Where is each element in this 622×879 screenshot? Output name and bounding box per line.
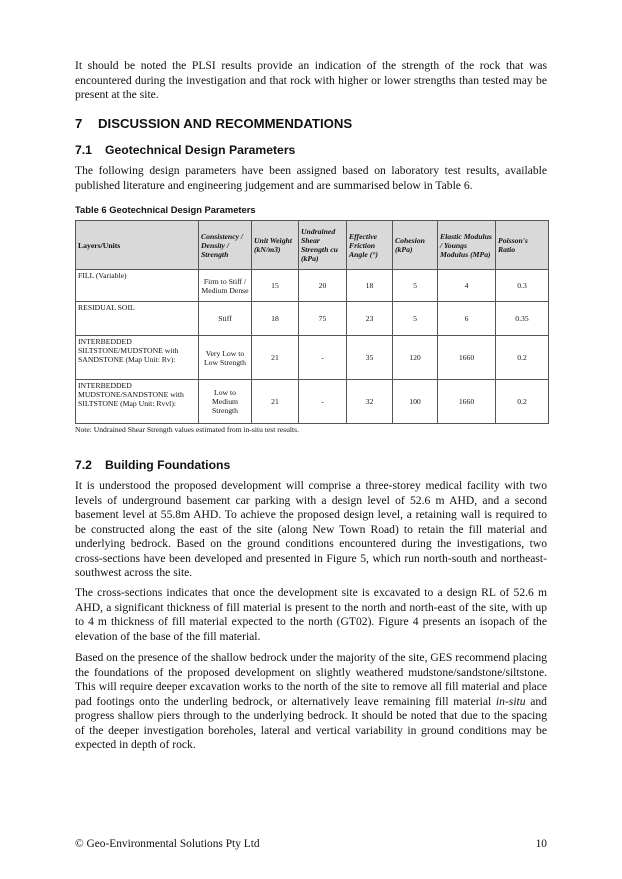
paragraph-3-text-start: Based on the presence of the shallow bedrock under the majority of the site, GES recommend placing the foundations of the proposed development on slightly weathered mudstone/sandstone/siltstone. This will require deeper excavation works to the north of the site to remove all fill material and place pad footings onto the underling bedrock, or alternatively leave remaining fill material [75, 651, 547, 708]
header-poissons-ratio: Poisson's Ratio [496, 221, 549, 270]
intro-paragraph: It should be noted the PLSI results provide an indication of the strength of the rock that was encountered during the investigation and that rock with higher or lower strengths than tested may be present at the site. [75, 59, 547, 101]
consistency-cell: Low to Medium Strength [199, 380, 252, 424]
poisson-cell: 0.3 [496, 270, 549, 302]
section-7-1-heading [75, 143, 295, 157]
section-7-2-paragraph-2: The cross-sections indicates that once the development site is excavated to a design RL of 52.6 m AHD, a significant thickness of fill material is present to the north and north-east of the site, with up to 4 m thickness of fill material expected to the north (GT02). Figure 4 presents an isopach of the elevation of the base of the fill material. [75, 586, 547, 643]
cohesion-cell: 120 [393, 336, 438, 380]
table-row [76, 302, 549, 336]
undrained-cell: - [299, 380, 347, 424]
friction-cell: 35 [347, 336, 393, 380]
header-consistency: Consistency / Density / Strength [199, 221, 252, 270]
section-7-2-paragraph-3 [75, 651, 547, 753]
undrained-cell: 75 [299, 302, 347, 336]
poisson-cell: 0.35 [496, 302, 549, 336]
unit-weight-cell: 21 [252, 380, 299, 424]
elastic-cell: 1660 [438, 380, 496, 424]
table-row [76, 380, 549, 424]
header-cohesion: Cohesion (kPa) [393, 221, 438, 270]
unit-weight-cell: 15 [252, 270, 299, 302]
cohesion-cell: 5 [393, 302, 438, 336]
table-note: Note: Undrained Shear Strength values estimated from in-situ test results. [75, 425, 299, 434]
header-undrained-shear-strength: Undrained Shear Strength cu (kPa) [299, 221, 347, 270]
section-7-2-title: Building Foundations [105, 458, 231, 472]
friction-cell: 18 [347, 270, 393, 302]
layer-cell: RESIDUAL SOIL [76, 302, 199, 336]
layer-cell: FILL (Variable) [76, 270, 199, 302]
section-7-1-number: 7.1 [75, 143, 92, 157]
header-friction-angle: Effective Friction Angle (°) [347, 221, 393, 270]
friction-cell: 23 [347, 302, 393, 336]
paragraph-3-italic-term: in-situ [495, 694, 526, 708]
layer-cell: INTERBEDDED SILTSTONE/MUDSTONE with SANDSTONE (Map Unit: Rv): [76, 336, 199, 380]
cohesion-cell: 5 [393, 270, 438, 302]
consistency-cell: Very Low to Low Strength [199, 336, 252, 380]
geotechnical-parameters-table [75, 220, 549, 424]
header-layers: Layers/Units [76, 221, 199, 270]
table-header-row [76, 221, 549, 270]
consistency-cell: Firm to Stiff / Medium Dense [199, 270, 252, 302]
paragraph-3-text-end: and progress shallow piers through to the underlying bedrock. It should be noted that due to the spacing of the deeper investigation boreholes, lateral and vertical variability in ground conditions may be expected in depth of rock. [75, 694, 547, 751]
undrained-cell: 20 [299, 270, 347, 302]
header-unit-weight: Unit Weight (kN/m3) [252, 221, 299, 270]
cohesion-cell: 100 [393, 380, 438, 424]
section-7-2-heading [75, 458, 230, 472]
layer-cell: INTERBEDDED MUDSTONE/SANDSTONE with SILTSTONE (Map Unit: Rvvl): [76, 380, 199, 424]
elastic-cell: 1660 [438, 336, 496, 380]
section-7-number: 7 [75, 116, 83, 131]
elastic-cell: 4 [438, 270, 496, 302]
header-elastic-modulus: Elastic Modulus / Youngs Modulus (MPa) [438, 221, 496, 270]
section-7-2-paragraph-1: It is understood the proposed development will comprise a three-storey medical facility with two levels of underground basement car parking with a design level of 52.6 m AHD, and a second basement level at 55.8m AHD. To achieve the proposed design level, a retaining wall is required to be constructed along the east of the site (along New Town Road) to retain the fill material and underlying bedrock. Based on the ground conditions encountered during the investigations, two cross-sections have been developed and presented in Figure 5, which run north-south and northeast-southwest across the site. [75, 479, 547, 579]
undrained-cell: - [299, 336, 347, 380]
section-7-1-paragraph: The following design parameters have been assigned based on laboratory test results, available published literature and engineering judgement and are summarised below in Table 6. [75, 164, 547, 192]
poisson-cell: 0.2 [496, 336, 549, 380]
friction-cell: 32 [347, 380, 393, 424]
elastic-cell: 6 [438, 302, 496, 336]
section-7-1-title: Geotechnical Design Parameters [105, 143, 296, 157]
table-row [76, 336, 549, 380]
section-7-heading [75, 116, 352, 131]
section-7-title: DISCUSSION AND RECOMMENDATIONS [98, 116, 353, 131]
section-7-2-number: 7.2 [75, 458, 92, 472]
consistency-cell: Stiff [199, 302, 252, 336]
footer-page-number: 10 [535, 838, 547, 850]
table-row [76, 270, 549, 302]
footer-company: © Geo-Environmental Solutions Pty Ltd [75, 838, 260, 850]
unit-weight-cell: 21 [252, 336, 299, 380]
table-6-caption: Table 6 Geotechnical Design Parameters [75, 204, 256, 215]
poisson-cell: 0.2 [496, 380, 549, 424]
unit-weight-cell: 18 [252, 302, 299, 336]
